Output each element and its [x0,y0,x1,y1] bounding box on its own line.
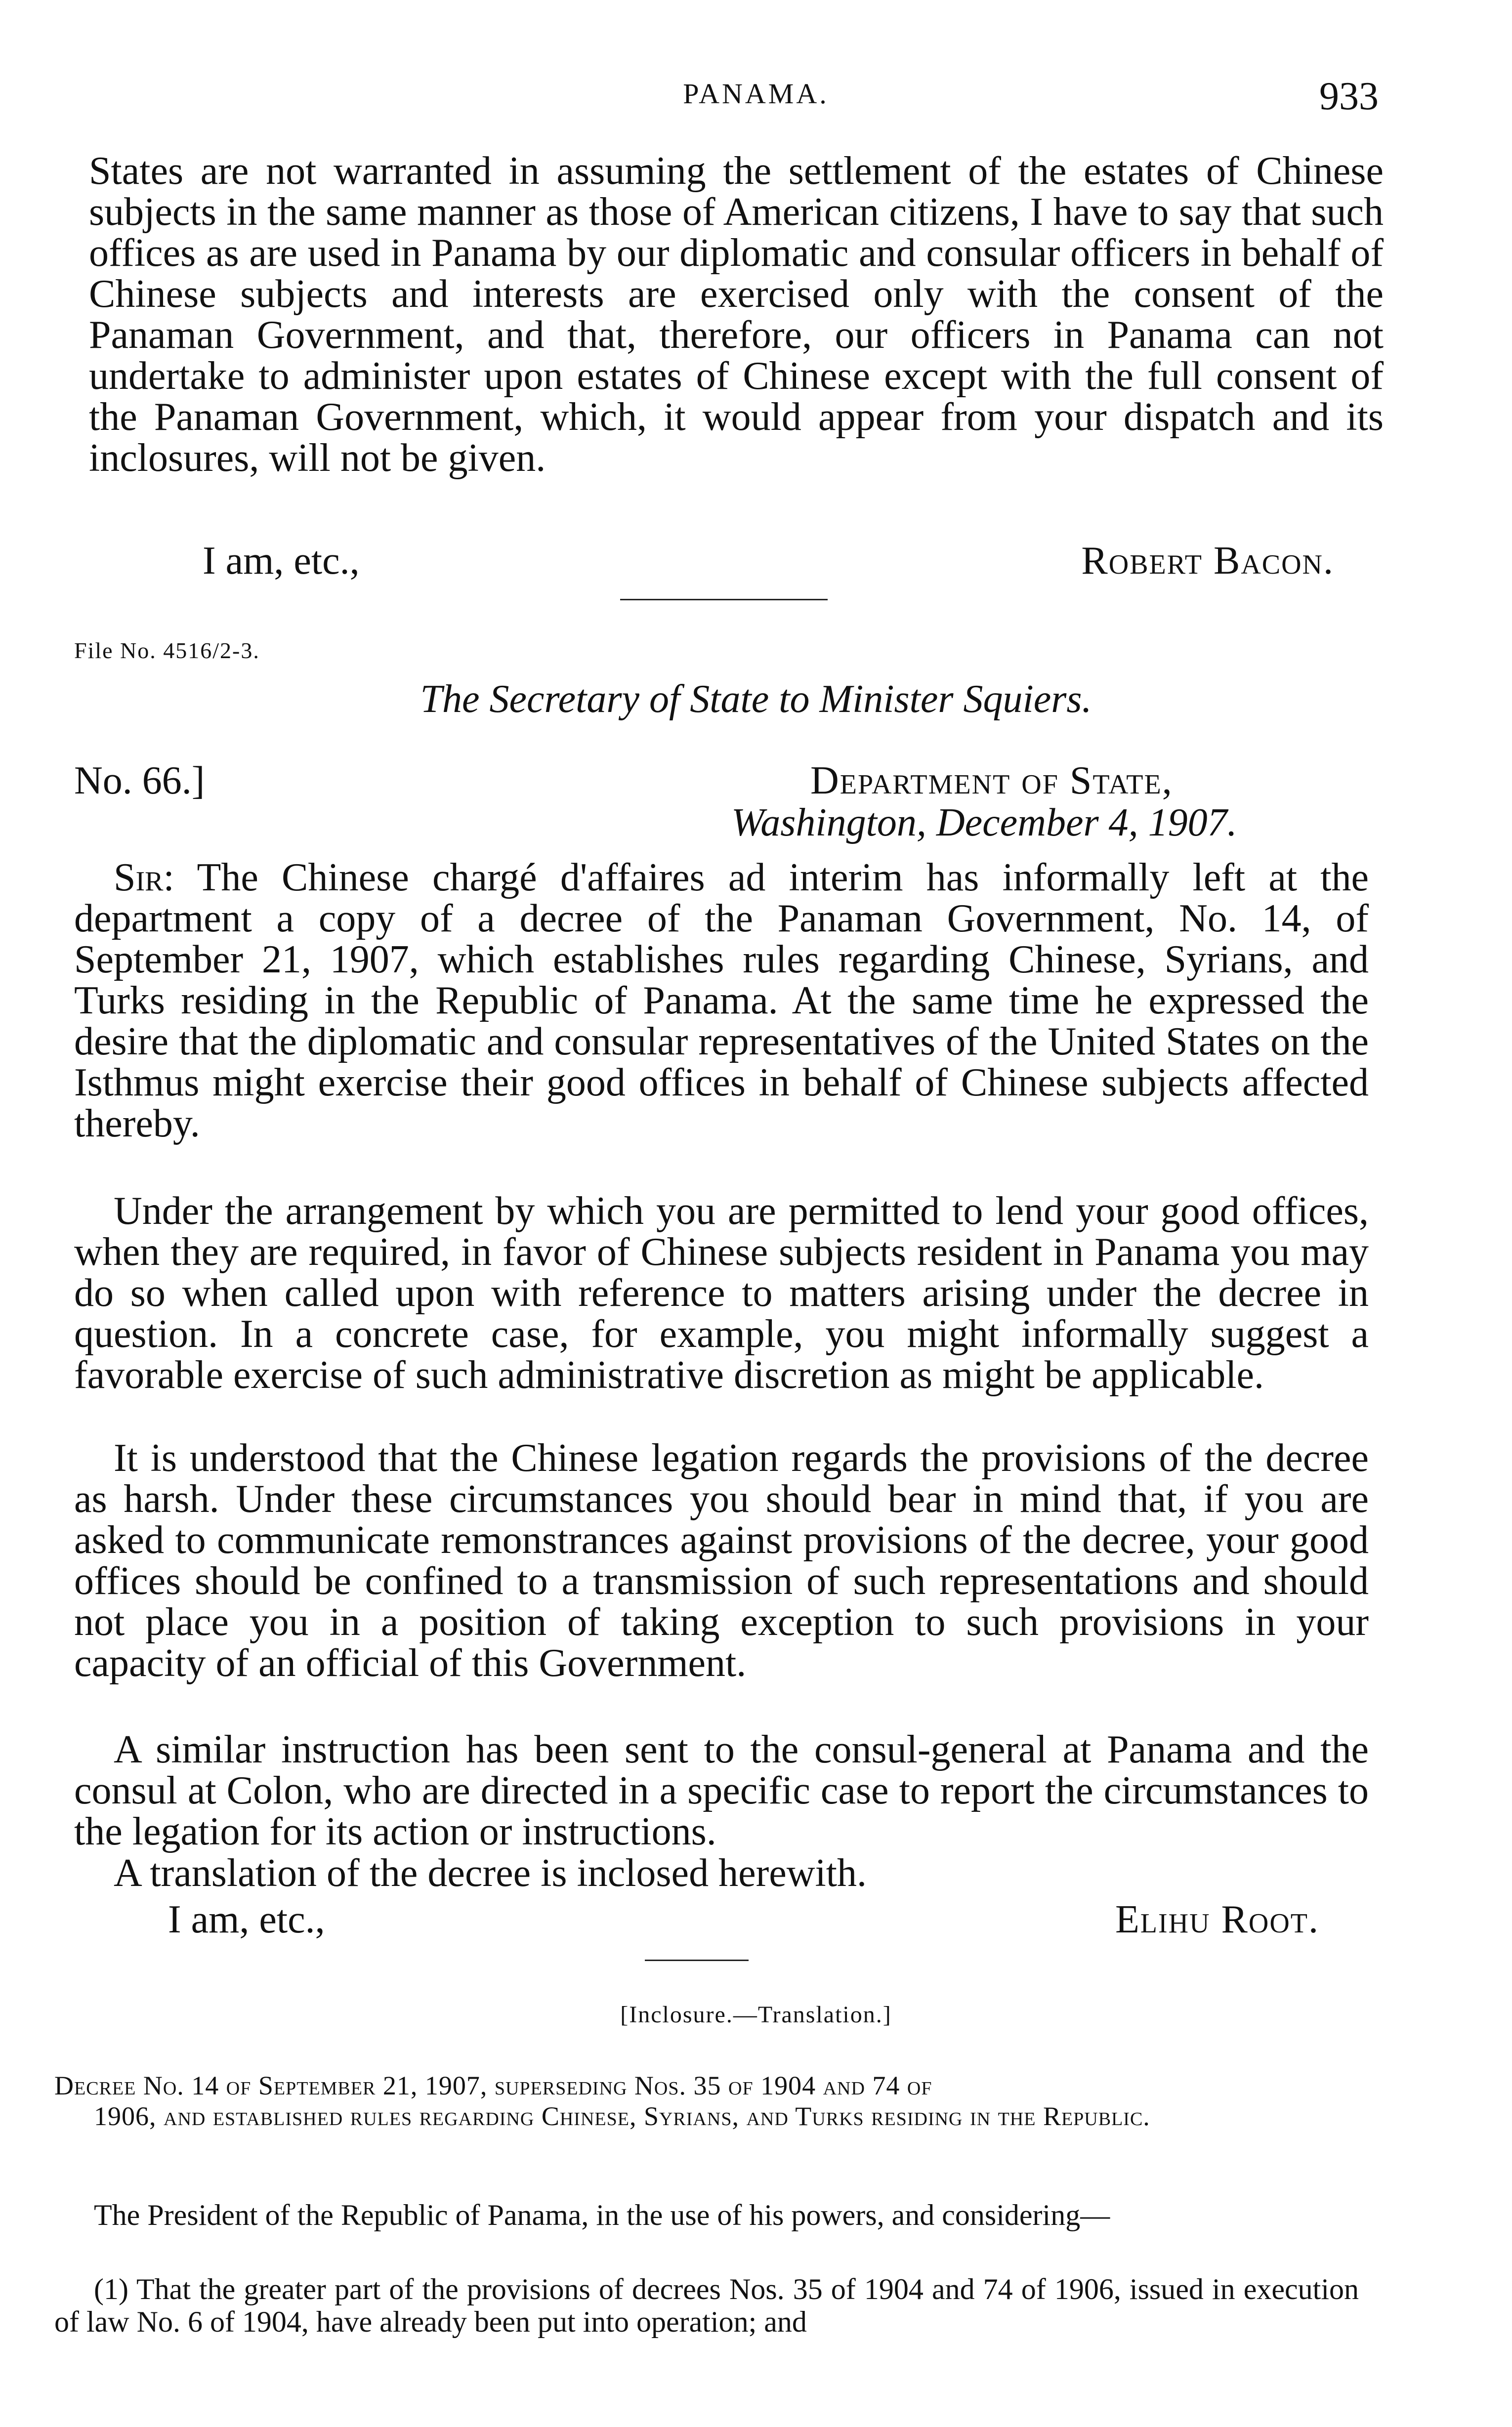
enclosure-note: [Inclosure.—Translation.] [620,2002,892,2028]
decree-paragraph-2: (1) That the greater part of the provisions of decrees Nos. 35 of 1904 and 74 of 1906, issued in execution of law No. 6 of 1904, have already been put into operation; and [54,2273,1359,2338]
decree-title-line: Decree No. 14 of September 21, 1907, superseding Nos. 35 of 1904 and 74 of [54,2071,932,2100]
salutation: Sir: [114,856,174,899]
letter-paragraph-2: Under the arrangement by which you are permitted to lend your good offices, when they are required, in favor of Chinese subjects resident in Panama you may do so when called upon with reference to matters arising under the decree in question. In a concrete case, for example, you might informally suggest a favorable exercise of such administrative discretion as might be applicable. [74,1189,1369,1397]
second-closing [168,1897,1319,1942]
section-divider [645,1960,749,1961]
signature-bacon: Robert Bacon. [1081,539,1334,583]
complimentary-close: I am, etc., [168,1898,325,1941]
decree-title [54,2070,1359,2132]
letter-number: No. 66.] [74,759,205,802]
complimentary-close: I am, etc., [203,539,360,583]
paragraph-text: The Chinese chargé d'affaires ad interim has informally left at the department a copy of a decree of the Panaman Government, No. 14, of September 21, 1907, which establishes rules regarding Chinese, Syrians, and Turks residing in the Republic of Panama. At the same time he expressed the desire that the diplomatic and consular representatives of the United States on the Isthmus might exercise their good offices in behalf of Chinese subjects affected thereby. [74,856,1369,1145]
letter-paragraph-4: A similar instruction has been sent to the consul-general at Panama and the consul at Colon, who are directed in a specific case to report the circumstances to the legation for its action or instructions. [74,1728,1369,1853]
first-closing [203,539,1334,583]
place-date: Washington, December 4, 1907. [731,801,1237,844]
decree-title-continuation: 1906, and established rules regarding Chinese, Syrians, and Turks residing in the Republic. [94,2101,1150,2131]
intro-paragraph: States are not warranted in assuming the settlement of the estates of Chinese subjects in the same manner as those of American citizens, I have to say that such offices as are used in Panama by our diplomatic and consular officers in behalf of Chinese subjects and interests are exercised only with the consent of the Panaman Government, and that, therefore, our officers in Panama can not undertake to administer upon estates of Chinese except with the full consent of the Panaman Government, which, it would appear from your dispatch and its inclosures, will not be given. [89,149,1384,480]
file-number: File No. 4516/2-3. [74,638,260,663]
page-number: 933 [1319,75,1379,118]
department-name: Department of State, [810,759,1173,802]
letter-paragraph-3: It is understood that the Chinese legation regards the provisions of the decree as harsh. Under these circumstances you should bear in mind that, if you are asked to communicate remonstrances against provisions of the decree, your good offices should be confined to a transmission of such representations and should not place you in a position of taking exception to such provisions in your capacity of an official of this Government. [74,1436,1369,1685]
letter-paragraph-5: A translation of the decree is inclosed herewith. [114,1851,867,1895]
letter-heading: The Secretary of State to Minister Squiers. [420,677,1092,721]
section-divider [620,599,828,600]
running-title: PANAMA. [683,78,829,110]
letter-paragraph-1 [74,857,1369,1144]
decree-paragraph-1: The President of the Republic of Panama, in the use of his powers, and considering— [94,2199,1110,2231]
signature-root: Elihu Root. [1115,1898,1319,1941]
running-header [0,74,1512,119]
